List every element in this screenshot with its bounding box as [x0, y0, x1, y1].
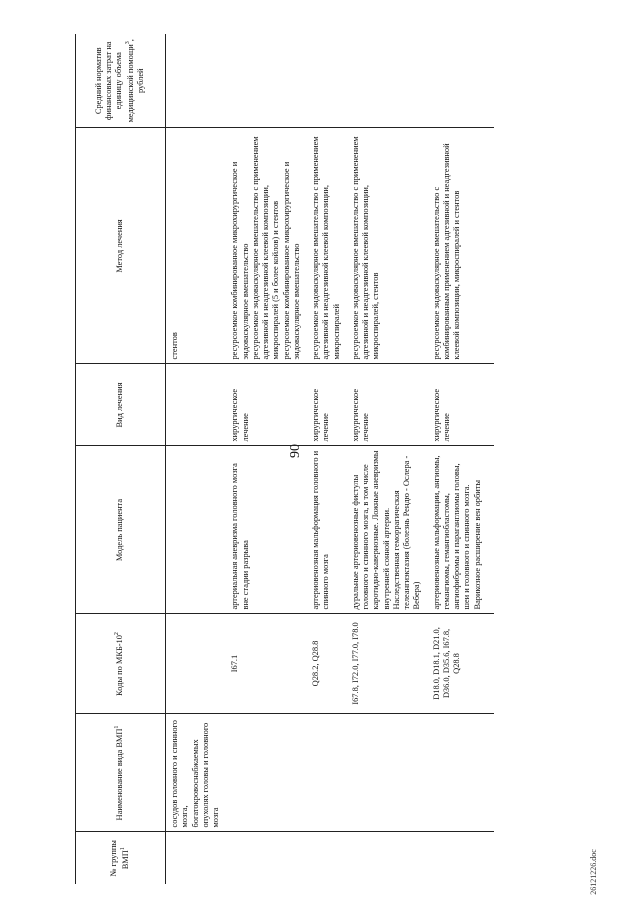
cell-vmp-name [226, 714, 307, 832]
table-row [347, 34, 428, 884]
cell-vmp-name [307, 714, 347, 832]
table-row [488, 34, 494, 884]
header-vmp-name: Наименование вида ВМП$^1$ [75, 714, 166, 832]
cell-codes: I67.1 [226, 614, 307, 714]
cell-treatment: хирургическое лечение [307, 364, 347, 446]
table-top-border [75, 34, 76, 884]
cell-cost [347, 34, 428, 128]
method-line: ресурсоемкое эндоваскулярное вмешательство с применением адгезивной и неадгезивной клеевой композиции, микроспиралей (5 и более койлов) и стентов [250, 136, 281, 360]
cell-group [166, 832, 227, 884]
header-icd-codes: Коды по МКБ-$10^2$ [75, 614, 166, 714]
cell-codes: Q28.2, Q28.8 [307, 614, 347, 714]
cell-treatment: хирургическое лечение [347, 364, 428, 446]
method-line: ресурсоемкое комбинированное микрохирургическое и эндоваскулярное вмешательство [281, 161, 301, 360]
cell-cost [166, 34, 227, 128]
cell-treatment: хирургическое лечение [226, 364, 307, 446]
header-cost-norm: Средний норматив финансовых затрат на единицу объема медицинской помощи$^3$, рублей [75, 34, 166, 128]
cell-group [347, 832, 428, 884]
cell-method: ресурсоемкое эндоваскулярное вмешательство с комбинированным применением адгезивной и неадгезивной клеевой композиции, микроспиралей и стентов [428, 128, 488, 364]
cell-treatment: хирургическое лечение [428, 364, 488, 446]
table-row [226, 34, 307, 884]
table-row [307, 34, 347, 884]
cell-group [428, 832, 488, 884]
header-group-number: № группы ВМП$^1$ [75, 832, 166, 884]
cell-model: артериальная аневризма головного мозга вне стадии разрыва [226, 446, 307, 614]
header-treatment-method: Метод лечения [75, 128, 166, 364]
cell-model: артериовенозные мальформации, ангиомы, гемангиомы, гемангиобластомы, ангиофибромы и параганглиомы головы, шеи и головного и спинного мозга. Варикозное расширение вен орбиты [428, 446, 488, 614]
cell-cost [428, 34, 488, 128]
cell-model [166, 446, 227, 614]
cell-cost [226, 34, 307, 128]
cell-method: ресурсоемкое эндоваскулярное вмешательство с применением адгезивной и неадгезивной клеевой композиции, микроспиралей, стентов [347, 128, 428, 364]
cell-method: ресурсоемкое эндоваскулярное вмешательство с применением адгезивной и неадгезивной клеевой композиции, микроспиралей [307, 128, 347, 364]
cell-vmp-name: сосудов головного и спинного мозга, богатокровоснабжаемых опухолях головы и головного мозга [166, 714, 227, 832]
method-line: ресурсоемкое комбинированное микрохирургическое и эндоваскулярное вмешательство [230, 161, 250, 360]
cell-vmp-name [347, 714, 428, 832]
header-patient-model: Модель пациента [75, 446, 166, 614]
vmp-table [75, 34, 565, 884]
cell-vmp-name [428, 714, 488, 832]
header-treatment-type: Вид лечения [75, 364, 166, 446]
cell-codes: D18.0, D18.1, D21.0, D36.0, D35.6, I67.8, Q28.8 [428, 614, 488, 714]
table-header-row [75, 34, 166, 884]
cell-group [226, 832, 307, 884]
cell-model: артериовенозная мальформация головного и спинного мозга [307, 446, 347, 614]
cell-cost [307, 34, 347, 128]
cell-model: дуральные артериовенозные фистулы головного и спинного мозга, в том числе каротидно-кавернозные. Ложные аневризмы внутренней сонной артерии. Наследственная геморрагическая телеангиэктазия (болезнь Рендю - Ослера - Вебера) [347, 446, 428, 614]
cell-treatment [166, 364, 227, 446]
cell-method: стентов [166, 128, 227, 364]
cell-codes: I67.8, I72.0, I77.0, I78.0 [347, 614, 428, 714]
cell-codes [166, 614, 227, 714]
file-name: 26121226.doc [589, 849, 598, 895]
cell-group [307, 832, 347, 884]
page-number: 90 [288, 444, 303, 458]
table-row [428, 34, 488, 884]
table-row [166, 34, 227, 884]
cell-method [226, 128, 307, 364]
